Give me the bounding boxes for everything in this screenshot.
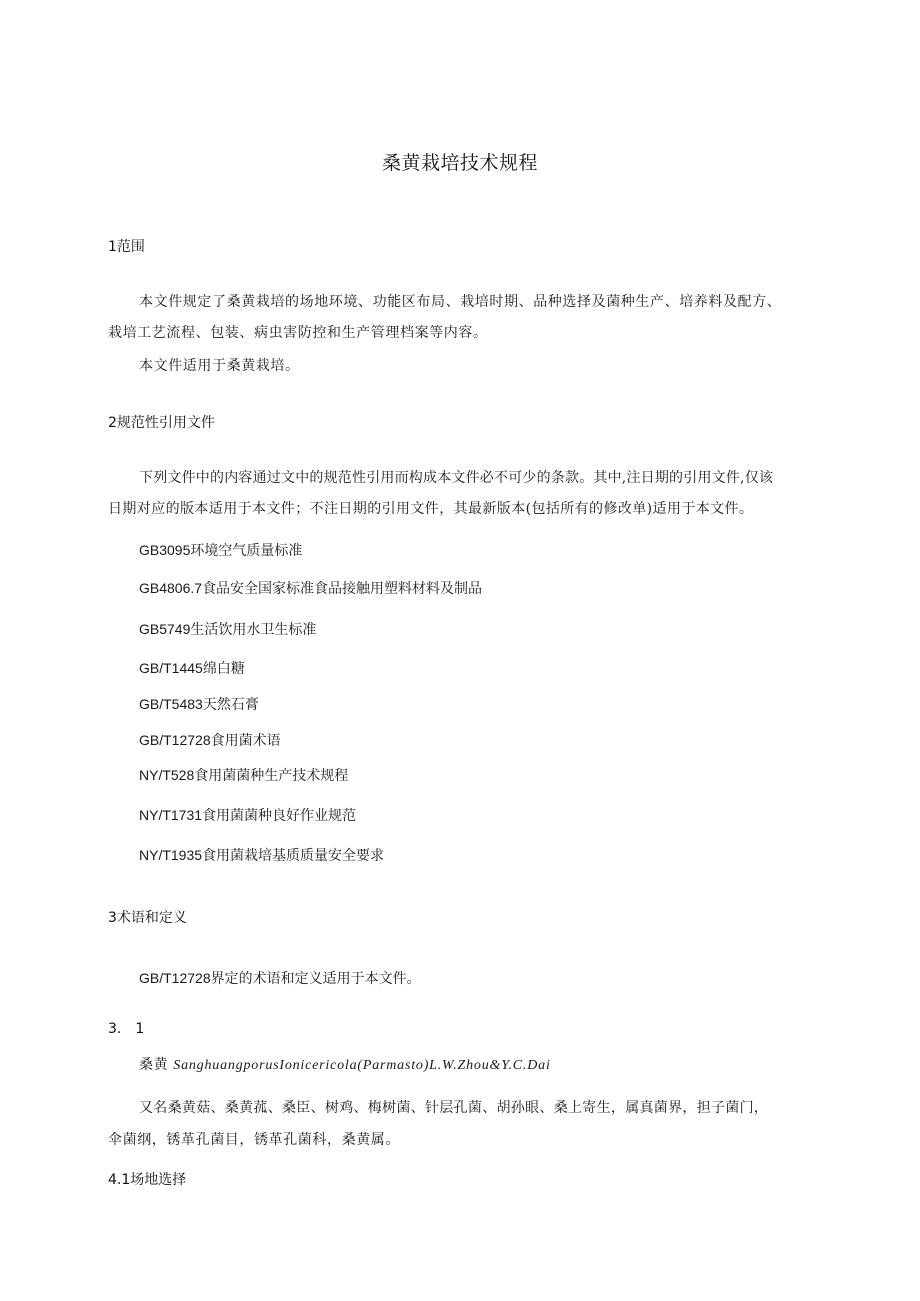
section-4-1-heading: 4.1场地选择 (108, 1172, 187, 1188)
reference-item (139, 540, 302, 560)
reference-item (139, 805, 356, 825)
scope-paragraph-line-1: 本文件规定了桑黄栽培的场地环境、功能区布局、栽培时期、品种选择及菌种生产、培养料及配方、 (139, 294, 782, 310)
reference-name: 绵白糖 (202, 661, 245, 677)
reference-name: 食品安全国家标准食品接触用塑料材料及制品 (202, 581, 483, 597)
reference-name: 食用菌术语 (210, 733, 281, 749)
reference-code: GB/T1445 (139, 660, 203, 676)
document-title: 桑黄栽培技术规程 (381, 152, 538, 174)
references-intro-line-2: 日期对应的版本适用于本文件；不注日期的引用文件，其最新版本(包括所有的修改单)适用于本文件。 (108, 501, 754, 517)
reference-name: 生活饮用水卫生标准 (190, 622, 317, 638)
section-3-heading: 3术语和定义 (108, 910, 187, 926)
reference-name: 食用菌菌种生产技术规程 (194, 768, 349, 784)
terms-intro-code: GB/T12728 (139, 970, 211, 986)
term-description-line-2: 伞菌纲，锈革孔菌目，锈革孔菌科，桑黄属。 (108, 1132, 400, 1148)
references-intro-line-1: 下列文件中的内容通过文中的规范性引用而构成本文件必不可少的条款。其中,注日期的引用文件,仅该 (139, 470, 774, 486)
scope-paragraph-line-2: 栽培工艺流程、包装、病虫害防控和生产管理档案等内容。 (108, 325, 488, 341)
reference-name: 天然石膏 (202, 697, 259, 713)
section-2-heading: 2规范性引用文件 (108, 415, 215, 431)
reference-code: GB5749 (139, 621, 191, 637)
reference-name: 食用菌栽培基质质量安全要求 (202, 848, 385, 864)
reference-name: 环境空气质量标准 (190, 543, 303, 559)
reference-code: GB/T5483 (139, 696, 203, 712)
terms-intro-text: 界定的术语和定义适用于本文件。 (210, 971, 421, 987)
reference-item (139, 730, 281, 750)
term-number: 3. 1 (108, 1021, 145, 1037)
reference-item (139, 845, 384, 865)
section-1-heading: 1范围 (108, 239, 145, 255)
reference-code: GB4806.7 (139, 580, 203, 596)
reference-code: NY/T528 (139, 767, 195, 783)
reference-item (139, 765, 348, 785)
reference-name: 食用菌菌种良好作业规范 (202, 808, 357, 824)
terms-intro (139, 968, 421, 988)
reference-item (139, 658, 245, 678)
reference-item (139, 578, 482, 598)
term-latin-name: SanghuangporusIonicericola(Parmasto)L.W.Zhou&Y.C.Dai (173, 1058, 551, 1073)
reference-code: GB/T12728 (139, 732, 211, 748)
term-entry (139, 1055, 551, 1076)
scope-paragraph-2: 本文件适用于桑黄栽培。 (139, 358, 300, 374)
reference-code: NY/T1731 (139, 807, 203, 823)
reference-item (139, 619, 316, 639)
reference-item (139, 694, 259, 714)
reference-code: GB3095 (139, 542, 191, 558)
reference-code: NY/T1935 (139, 847, 203, 863)
term-description-line-1: 又名桑黄菇、桑黄菰、桑臣、树鸡、梅树菌、针层孔菌、胡孙眼、桑上寄生，属真菌界，担子菌门， (139, 1100, 769, 1116)
term-chinese-name: 桑黄 (139, 1057, 169, 1073)
